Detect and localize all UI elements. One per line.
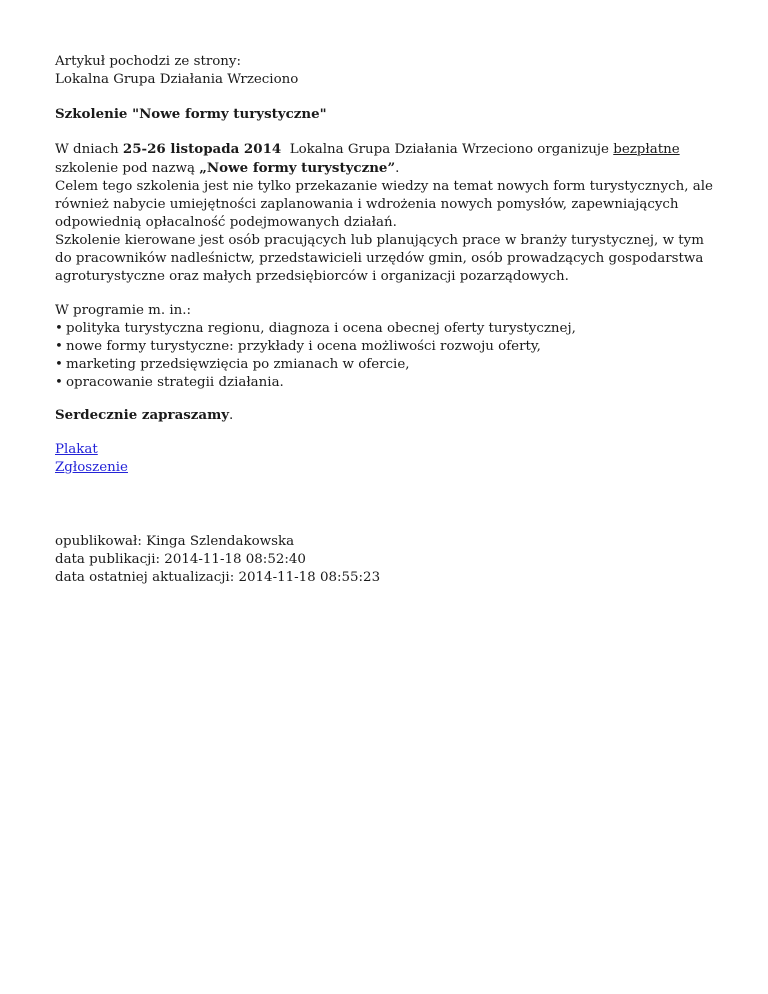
article-paragraph-dates: W dniach 25-26 listopada 2014 Lokalna Grupa Działania Wrzeciono organizuje bezpłatne szkolenie pod nazwą „Nowe formy turystyczne”.	[55, 141, 680, 176]
bullet-icon: •	[55, 321, 63, 336]
publication-date: data publikacji: 2014-11-18 08:52:40	[55, 552, 306, 567]
bullet-icon: •	[55, 375, 63, 390]
list-item: • nowe formy turystyczne: przykłady i ocena możliwości rozwoju oferty,	[55, 339, 541, 354]
source-note	[55, 53, 715, 89]
article-paragraph-goal: Celem tego szkolenia jest nie tylko przekazanie wiedzy na temat nowych form turystycznych, ale również nabycie umiejętności zaplanowania i wdrożenia nowych pomysłów, zapewniających odpowiednią opłacalność podejmowanych działań.	[55, 179, 713, 230]
list-item: • marketing przedsięwzięcia po zmianach w ofercie,	[55, 357, 410, 372]
training-dates: 25-26 listopada 2014	[122, 141, 282, 157]
program-intro: W programie m. in.:	[55, 303, 192, 318]
organizer-text: Lokalna Grupa Działania Wrzeciono organizuje	[281, 142, 614, 157]
free-label: bezpłatne	[613, 142, 680, 157]
source-site-name: Lokalna Grupa Działania Wrzeciono	[55, 72, 299, 87]
poster-link[interactable]: Plakat	[55, 442, 98, 457]
closing-invitation: Serdecznie zapraszamy	[55, 407, 230, 423]
last-updated-date: data ostatniej aktualizacji: 2014-11-18 08:55:23	[55, 570, 381, 585]
attachment-links	[55, 441, 715, 477]
list-item: • opracowanie strategii działania.	[55, 375, 284, 390]
training-name-lead: szkolenie pod nazwą	[55, 161, 200, 176]
list-item: • polityka turystyczna regionu, diagnoza i ocena obecnej oferty turystycznej,	[55, 321, 576, 336]
source-intro: Artykuł pochodzi ze strony:	[55, 54, 241, 69]
published-by: opublikował: Kinga Szlendakowska	[55, 534, 295, 549]
article-page	[55, 53, 715, 587]
training-name: „Nowe formy turystyczne”	[199, 160, 396, 176]
article-paragraph-audience: Szkolenie kierowane jest osób pracujących lub planujących prace w branży turystycznej, w tym do pracowników nadleśnictw, przedstawicieli urzędów gmin, osób prowadzących gospodarstwa agroturystyczne oraz małych przedsiębiorców i organizacji pozarządowych.	[55, 233, 704, 284]
bullet-icon: •	[55, 357, 63, 372]
closing-line: Serdecznie zapraszamy.	[55, 407, 234, 423]
article-title: Szkolenie "Nowe formy turystyczne"	[55, 106, 327, 122]
publication-meta	[55, 533, 715, 587]
paragraph-lead: W dniach	[55, 142, 123, 157]
bullet-icon: •	[55, 339, 63, 354]
program-list	[55, 320, 715, 392]
application-form-link[interactable]: Zgłoszenie	[55, 460, 128, 475]
